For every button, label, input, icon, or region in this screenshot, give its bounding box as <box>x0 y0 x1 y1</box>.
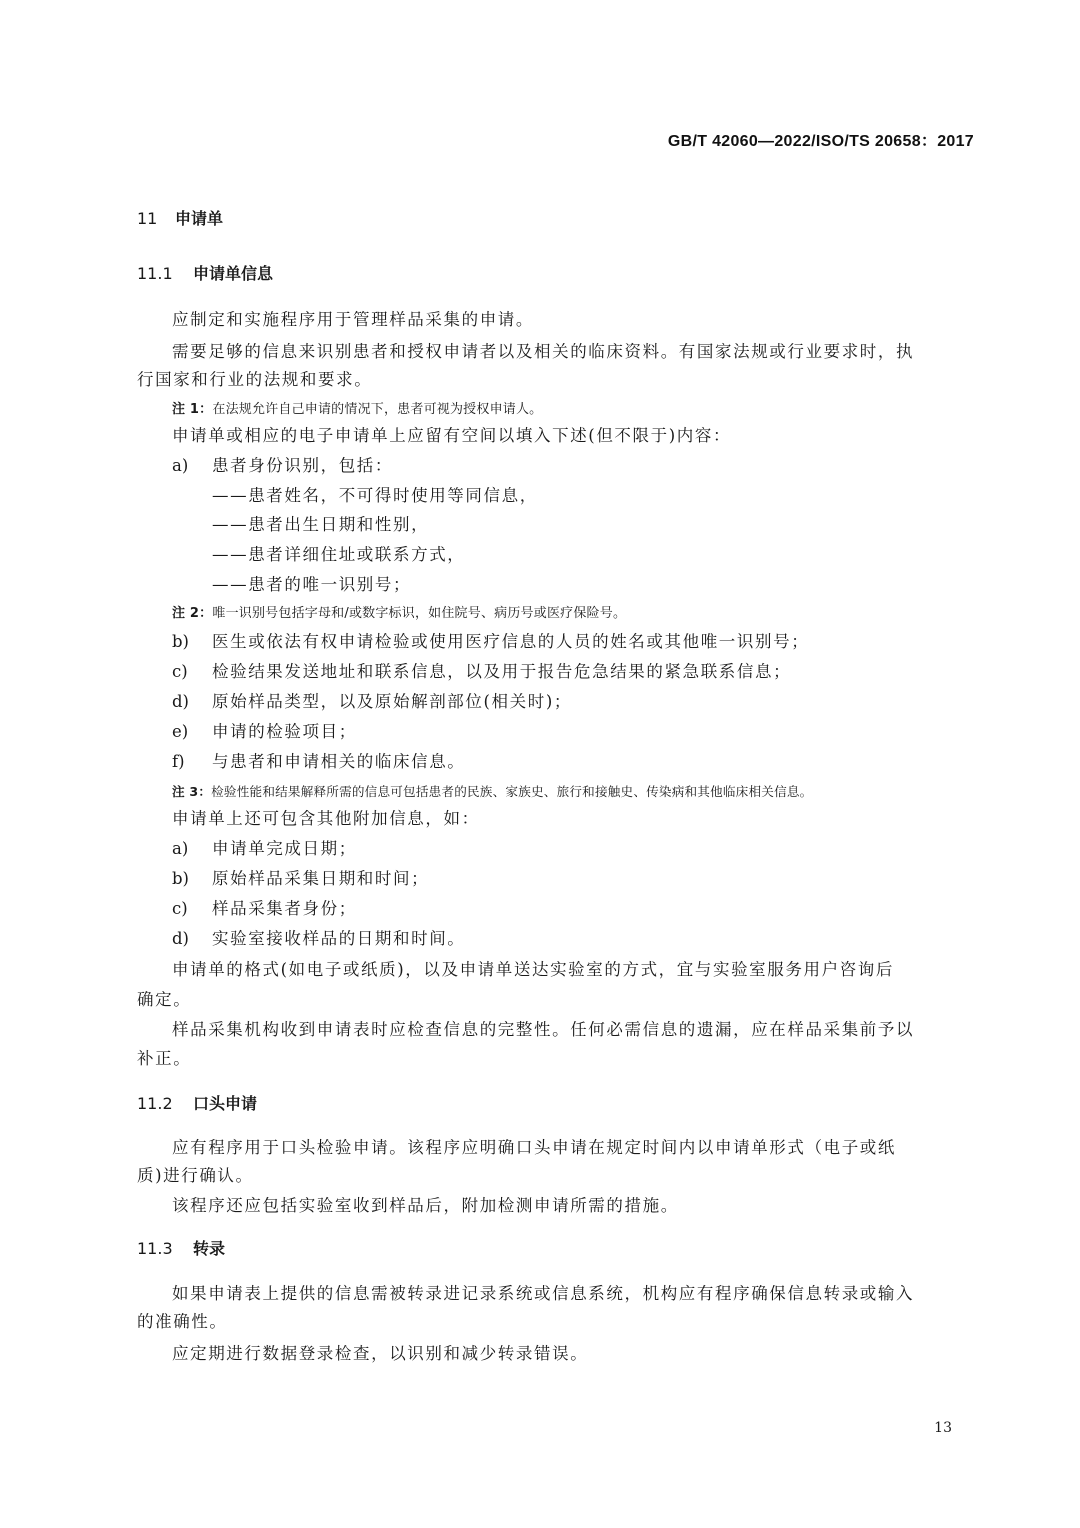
note-label: 注 1： <box>172 402 213 417</box>
paragraph-continuation: 质)进行确认。 <box>137 1166 254 1185</box>
note-1 <box>172 399 542 421</box>
page-number: 13 <box>934 1420 952 1436</box>
paragraph-continuation: 的准确性。 <box>137 1312 228 1331</box>
dash-item: ——患者的唯一识别号； <box>212 575 412 594</box>
subsection-title: 口头申请 <box>193 1094 258 1113</box>
list-text: 患者身份识别，包括： <box>212 456 393 475</box>
subsection-heading-11-2 <box>137 1093 257 1115</box>
note-text: 在法规允许自己申请的情况下，患者可视为授权申请人。 <box>212 402 543 417</box>
list-marker: b) <box>172 869 189 888</box>
document-code-header: GB/T 42060—2022/ISO/TS 20658：2017 <box>667 133 974 150</box>
list-text: 与患者和申请相关的临床信息。 <box>212 752 466 771</box>
list-text: 申请的检验项目； <box>212 722 357 741</box>
section-title: 申请单 <box>175 209 224 228</box>
paragraph: 申请单或相应的电子申请单上应留有空间以填入下述(但不限于)内容： <box>172 426 732 445</box>
list-item <box>172 898 357 920</box>
paragraph: 应有程序用于口头检验申请。该程序应明确口头申请在规定时间内以申请单形式（电子或纸 <box>172 1138 896 1157</box>
paragraph-continuation: 补正。 <box>137 1049 192 1068</box>
list-marker: e) <box>172 722 189 741</box>
list-marker: a) <box>172 456 189 475</box>
paragraph-continuation: 确定。 <box>137 990 192 1009</box>
paragraph: 如果申请表上提供的信息需被转录进记录系统或信息系统，机构应有程序确保信息转录或输入 <box>172 1284 915 1303</box>
note-label: 注 2： <box>172 606 213 621</box>
list-text: 样品采集者身份； <box>212 899 357 918</box>
list-item <box>172 928 465 950</box>
list-item <box>172 691 572 713</box>
note-text: 检验性能和结果解释所需的信息可包括患者的民族、家族史、旅行和接触史、传染病和其他临床相关信息。 <box>211 784 813 799</box>
list-item <box>172 661 791 683</box>
list-marker: c) <box>172 899 188 918</box>
list-text: 实验室接收样品的日期和时间。 <box>212 929 466 948</box>
list-marker: d) <box>172 692 189 711</box>
paragraph: 需要足够的信息来识别患者和授权申请者以及相关的临床资料。有国家法规或行业要求时，执 <box>172 342 915 361</box>
list-marker: c) <box>172 662 188 681</box>
note-text: 唯一识别号包括字母和/或数字标识，如住院号、病历号或医疗保险号。 <box>212 606 627 621</box>
list-text: 原始样品采集日期和时间； <box>212 869 430 888</box>
paragraph: 应制定和实施程序用于管理样品采集的申请。 <box>172 310 534 329</box>
paragraph: 样品采集机构收到申请表时应检查信息的完整性。任何必需信息的遗漏，应在样品采集前予以 <box>172 1020 915 1039</box>
note-label: 注 3： <box>172 784 212 799</box>
list-item <box>172 838 357 860</box>
subsection-number: 11.3 <box>137 1239 173 1258</box>
list-marker: f) <box>172 752 185 771</box>
subsection-number: 11.1 <box>137 264 173 283</box>
dash-item: ——患者出生日期和性别， <box>212 515 430 534</box>
note-3 <box>172 781 812 803</box>
list-text: 原始样品类型，以及原始解剖部位(相关时)； <box>212 692 572 711</box>
paragraph: 该程序还应包括实验室收到样品后，附加检测申请所需的措施。 <box>172 1196 679 1215</box>
list-marker: a) <box>172 839 189 858</box>
section-number: 11 <box>137 209 158 228</box>
list-item <box>172 631 809 653</box>
subsection-title: 申请单信息 <box>193 264 274 283</box>
list-text: 申请单完成日期； <box>212 839 357 858</box>
dash-item: ——患者详细住址或联系方式， <box>212 545 466 564</box>
paragraph: 应定期进行数据登录检查，以识别和减少转录错误。 <box>172 1344 589 1363</box>
list-text: 医生或依法有权申请检验或使用医疗信息的人员的姓名或其他唯一识别号； <box>212 632 810 651</box>
paragraph: 申请单上还可包含其他附加信息，如： <box>172 809 480 828</box>
list-item <box>172 721 357 743</box>
paragraph-continuation: 行国家和行业的法规和要求。 <box>137 370 373 389</box>
subsection-heading-11-3 <box>137 1238 225 1260</box>
list-marker: d) <box>172 929 189 948</box>
list-text: 检验结果发送地址和联系信息，以及用于报告危急结果的紧急联系信息； <box>212 662 792 681</box>
paragraph: 申请单的格式(如电子或纸质)，以及申请单送达实验室的方式，宜与实验室服务用户咨询后 <box>172 960 894 979</box>
subsection-title: 转录 <box>193 1239 226 1258</box>
list-item <box>172 868 429 890</box>
list-item <box>172 751 465 773</box>
subsection-heading-11-1 <box>137 263 273 285</box>
list-item <box>172 455 393 477</box>
list-marker: b) <box>172 632 189 651</box>
subsection-number: 11.2 <box>137 1094 173 1113</box>
section-heading <box>137 208 223 230</box>
dash-item: ——患者姓名，不可得时使用等同信息， <box>212 486 538 505</box>
note-2 <box>172 603 626 625</box>
